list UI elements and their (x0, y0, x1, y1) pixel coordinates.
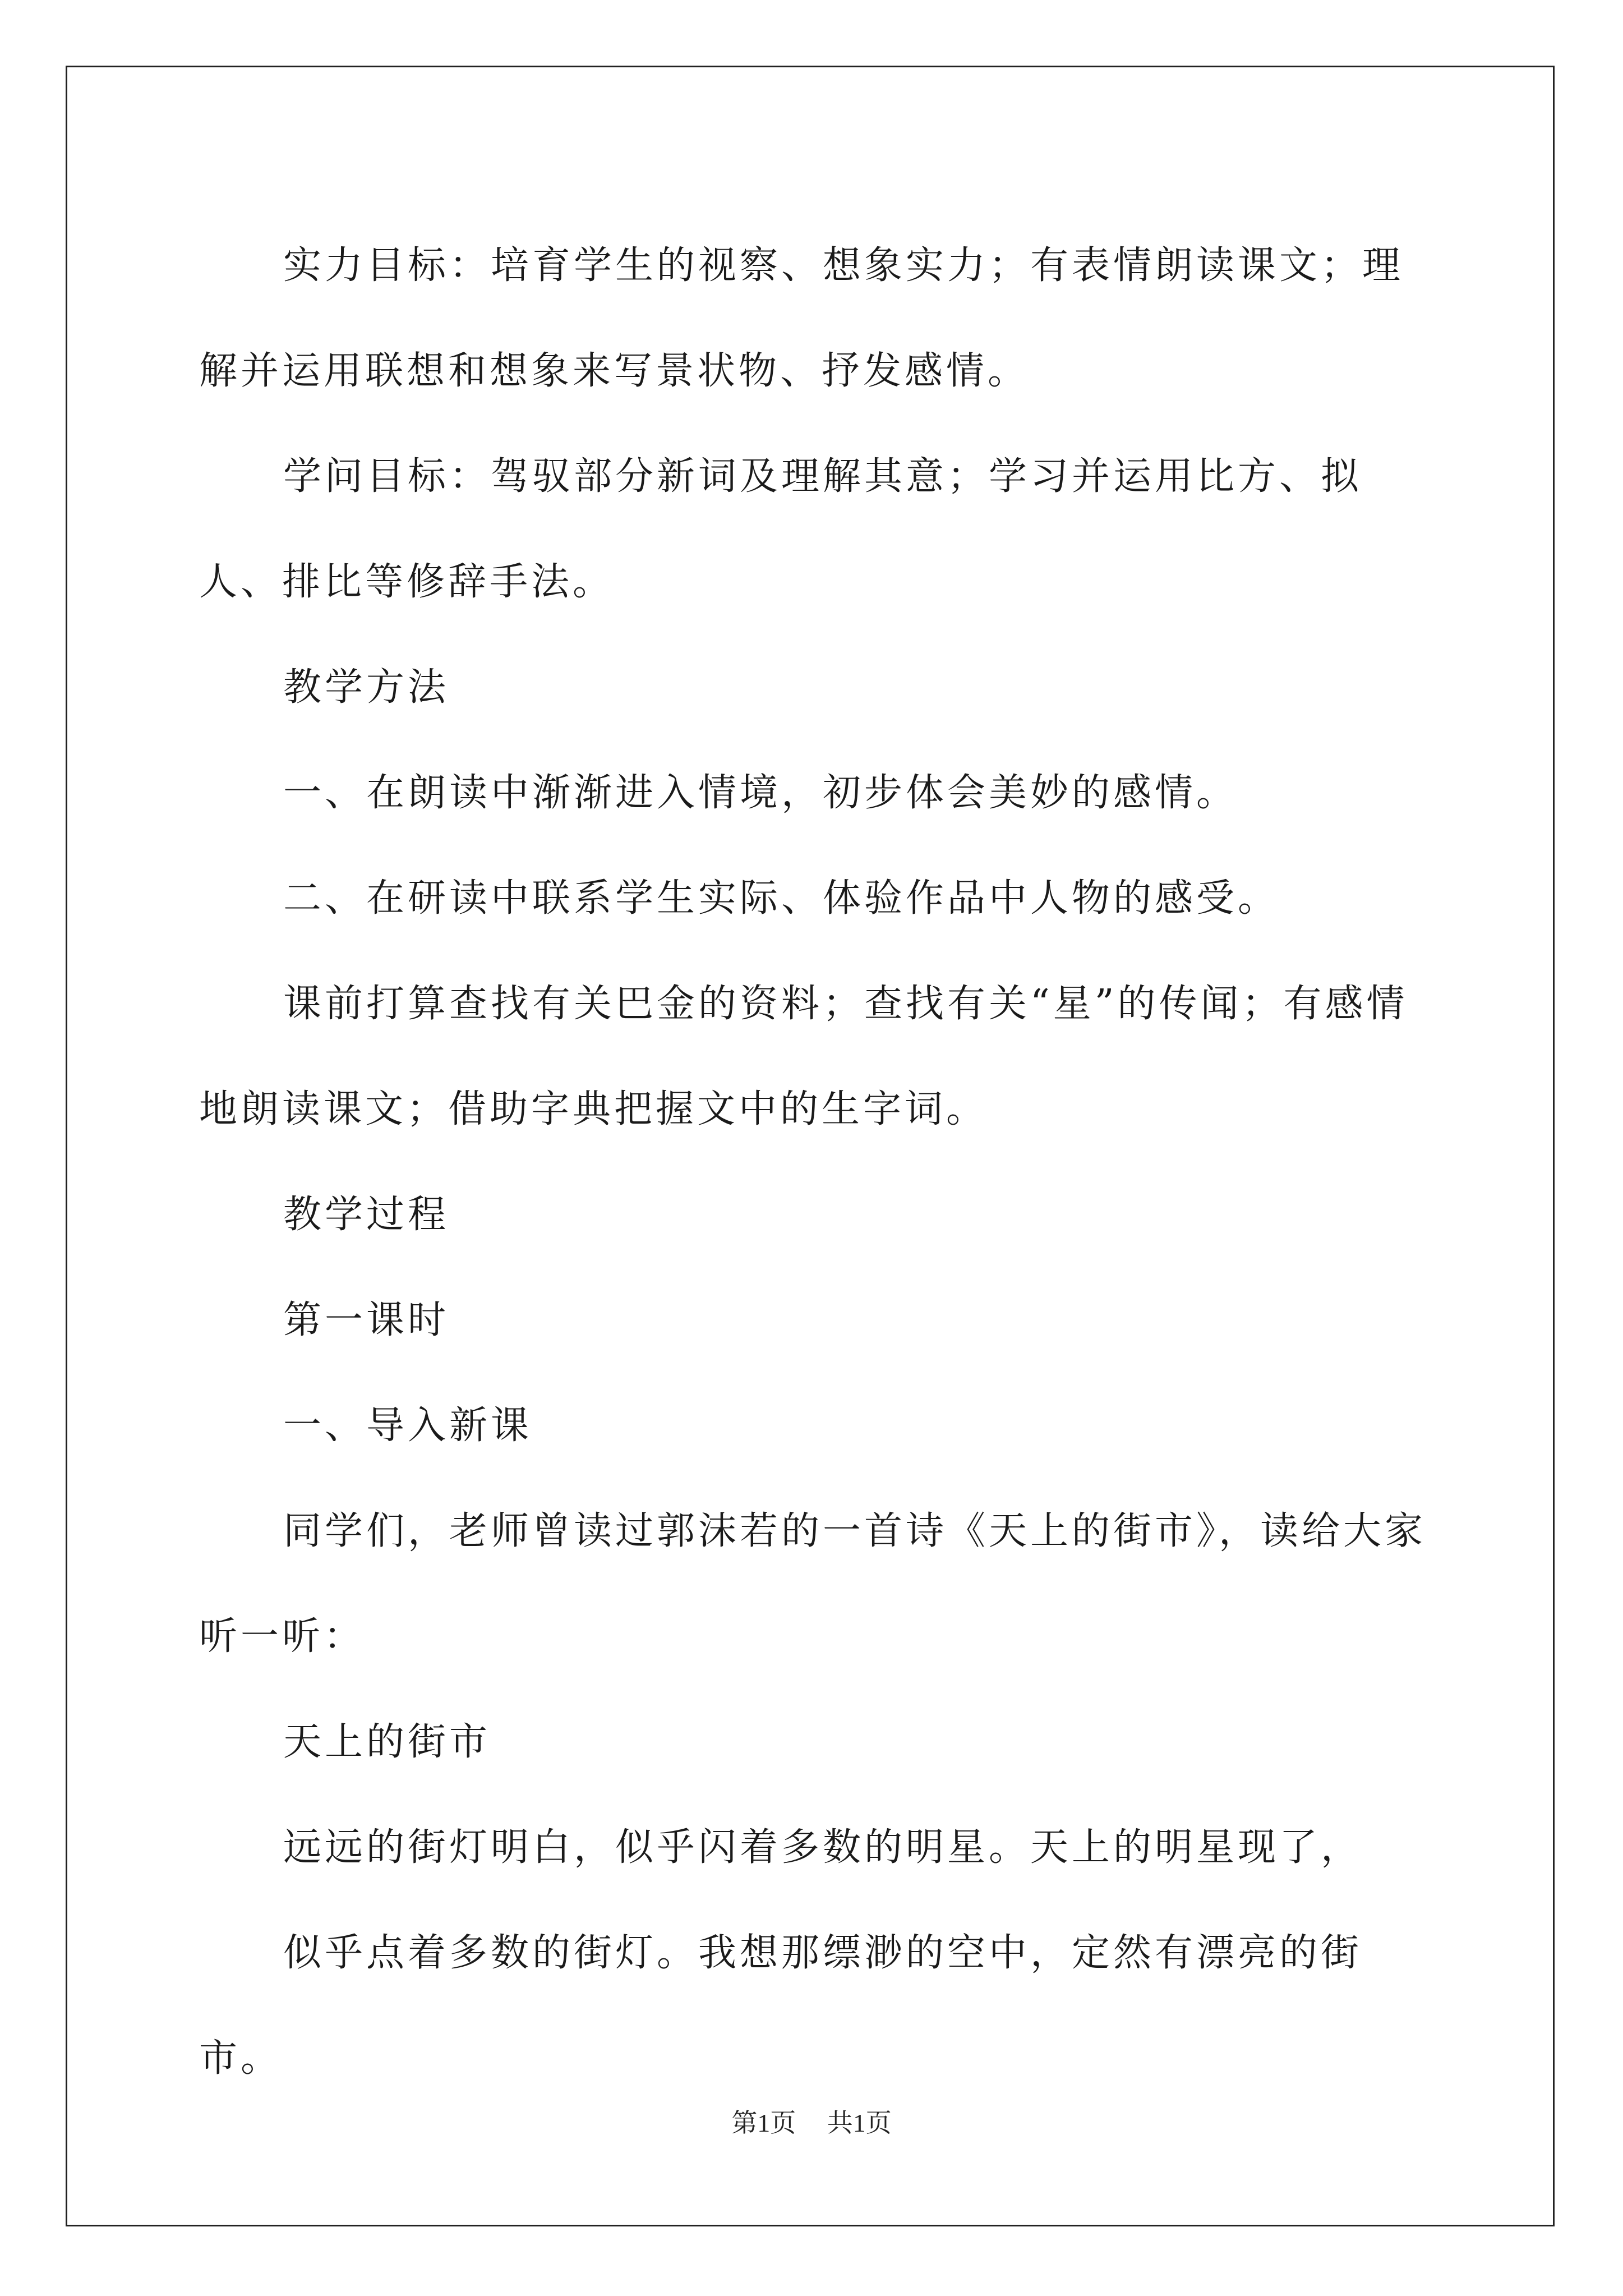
paragraph-preparation: 课前打算查找有关巴金的资料；查找有关“星”的传闻；有感情地朗读课文；借助字典把握文中的生字词。 (199, 982, 1408, 1131)
paragraph-knowledge-goal: 学问目标：驾驭部分新词及理解其意；学习并运用比方、拟人、排比等修辞手法。 (199, 454, 1363, 604)
heading-intro-new-lesson: 一、导入新课 (283, 1404, 533, 1448)
poem-line-two: 似乎点着多数的街灯。我想那缥渺的空中，定然有漂亮的街市。 (199, 1931, 1363, 2081)
document-body (199, 213, 1427, 2111)
poem-title: 天上的街市 (283, 1720, 491, 1764)
poem-line-one: 远远的街灯明白，似乎闪着多数的明星。天上的明星现了， (283, 1825, 1363, 1870)
paragraph-ability-goal: 实力目标：培育学生的视察、想象实力；有表情朗读课文；理解并运用联想和想象来写景状物、抒发感情。 (199, 243, 1404, 393)
page-number-current: 第1页 (731, 2109, 796, 2137)
heading-teaching-method: 教学方法 (283, 665, 450, 710)
paragraph-method-two: 二、在研读中联系学生实际、体验作品中人物的感受。 (283, 876, 1280, 921)
heading-teaching-process: 教学过程 (283, 1193, 450, 1237)
paragraph-intro-text: 同学们，老师曾读过郭沫若的一首诗《天上的街市》，读给大家听一听： (199, 1509, 1427, 1659)
paragraph-method-one: 一、在朗读中渐渐进入情境，初步体会美妙的感情。 (283, 771, 1238, 815)
page-footer (0, 2102, 1623, 2139)
heading-first-lesson: 第一课时 (283, 1298, 450, 1342)
page-number-total: 共1页 (827, 2109, 892, 2137)
